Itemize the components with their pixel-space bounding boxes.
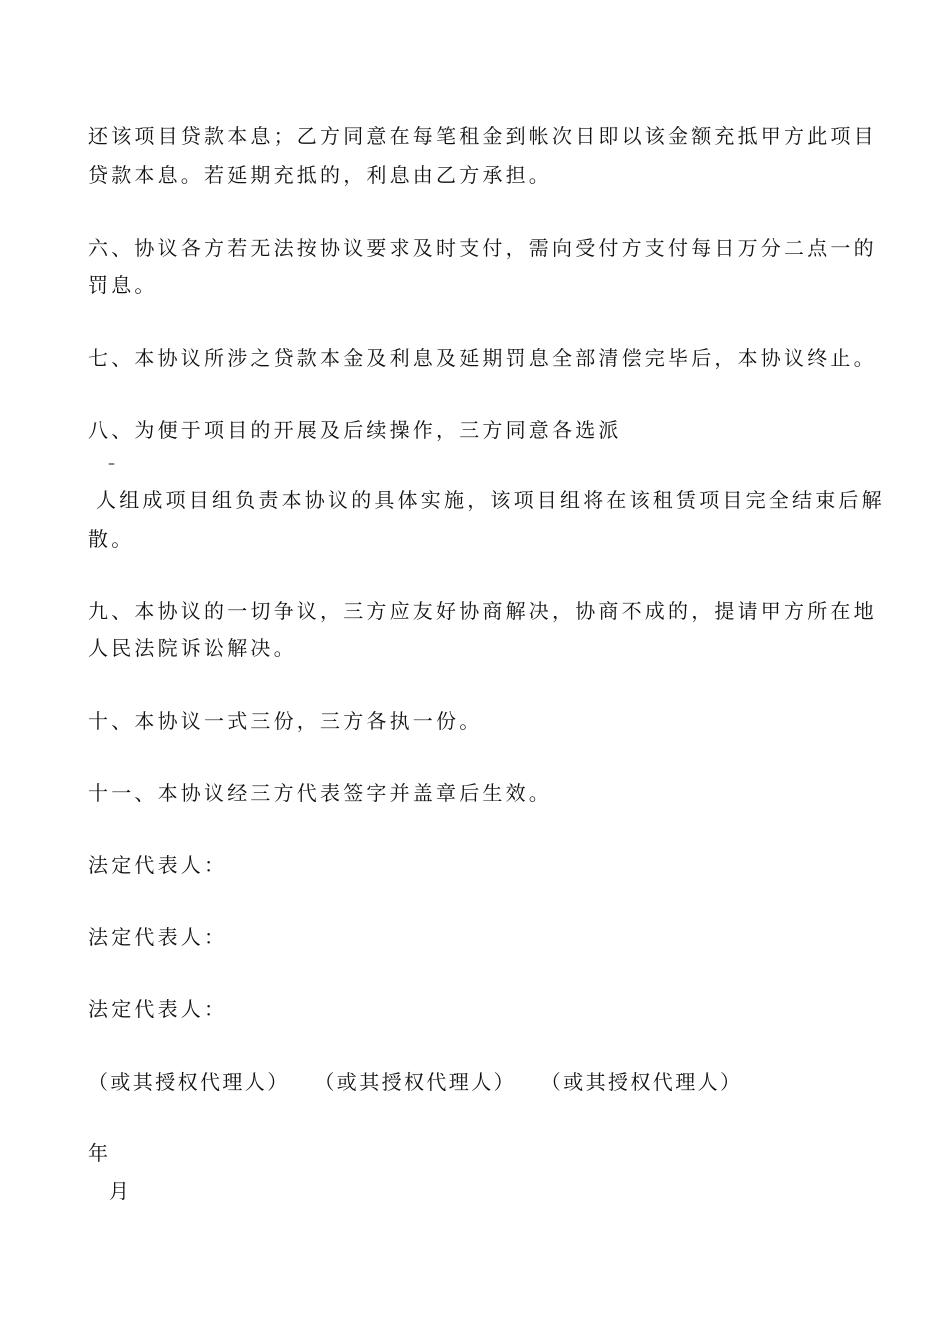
year-label: 年 [88, 1141, 112, 1165]
clause-8-line-2: 人组成项目组负责本协议的具体实施，该项目组将在该租赁项目完全结束后解 [96, 488, 885, 512]
clause-9-line-1: 九、本协议的一切争议，三方应友好协商解决，协商不成的，提请甲方所在地 [88, 599, 877, 623]
authorized-agent-line: （或其授权代理人） （或其授权代理人） （或其授权代理人） [88, 1070, 743, 1094]
clause-5-line-1: 还该项目贷款本息；乙方同意在每笔租金到帐次日即以该金额充抵甲方此项目 [88, 124, 877, 148]
legal-representative-label-1: 法定代表人： [88, 853, 228, 877]
clause-11-line: 十一、本协议经三方代表签字并盖章后生效。 [88, 781, 552, 805]
clause-5-line-2: 贷款本息。若延期充抵的，利息由乙方承担。 [88, 163, 552, 187]
clause-8-line-3: 散。 [88, 527, 135, 551]
legal-representative-label-3: 法定代表人： [88, 997, 228, 1021]
month-label: 月 [109, 1179, 133, 1203]
clause-9-line-2: 人民法院诉讼解决。 [88, 636, 297, 660]
clause-8-line-1: 八、为便于项目的开展及后续操作，三方同意各选派 [88, 418, 622, 442]
clause-7-line: 七、本协议所涉之贷款本金及利息及延期罚息全部清偿完毕后，本协议终止。 [88, 346, 877, 370]
legal-representative-label-2: 法定代表人： [88, 925, 228, 949]
blank-dash-mark: – [108, 456, 115, 472]
clause-6-line-2: 罚息。 [88, 273, 158, 297]
clause-10-line: 十、本协议一式三份，三方各执一份。 [88, 709, 483, 733]
clause-6-line-1: 六、协议各方若无法按协议要求及时支付，需向受付方支付每日万分二点一的 [88, 236, 877, 260]
